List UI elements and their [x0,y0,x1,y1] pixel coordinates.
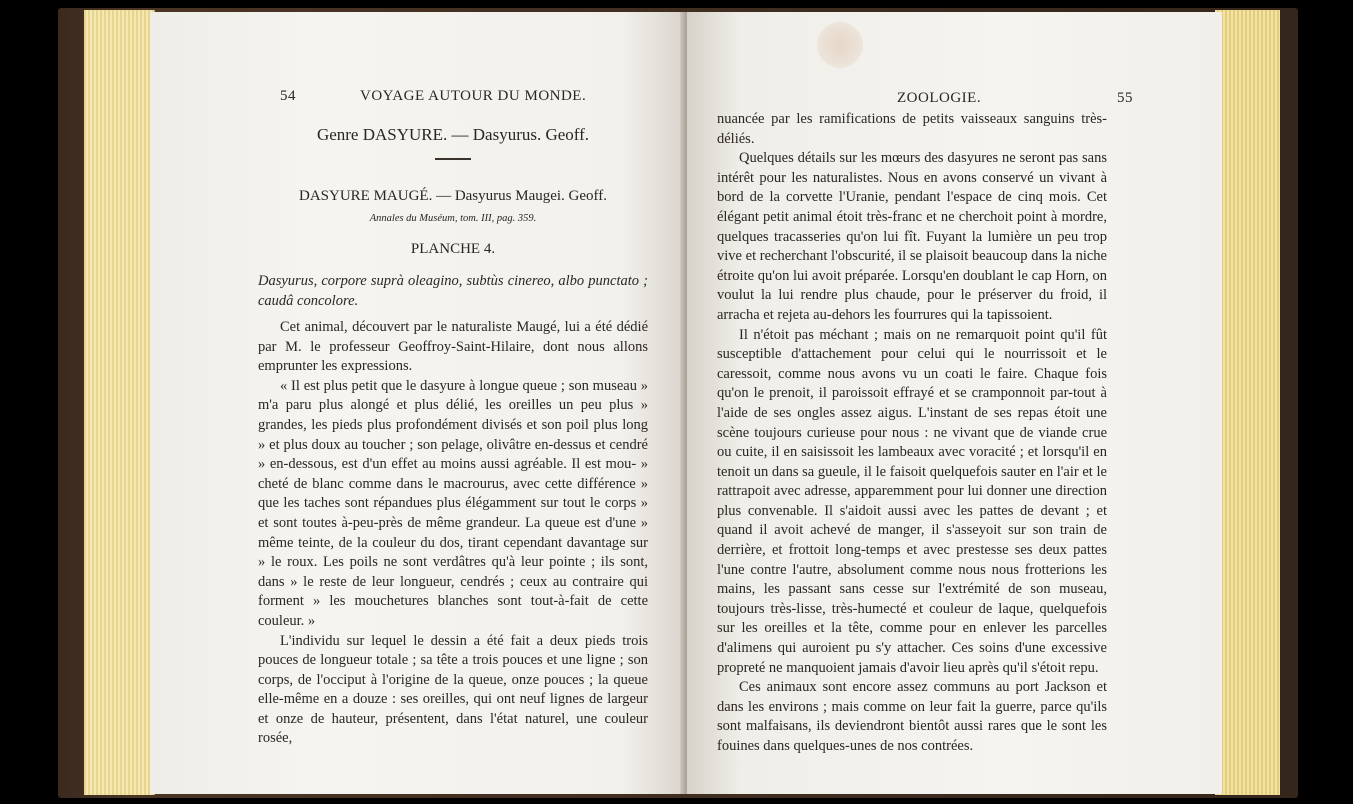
heading-rule-wrap [258,158,648,160]
genus-heading: Genre DASYURE. — Dasyurus. Geoff. [316,125,590,144]
right-running-head: ZOOLOGIE. [897,90,982,106]
right-body [717,110,1107,757]
left-page-number: 54 [280,88,296,104]
heading-rule [435,158,471,160]
left-body [258,318,648,749]
paragraph: Quelques détails sur les mœurs des dasyures ne seront pas sans intérêt pour les naturalistes. Nous en avons conservé un vivant à bord de la corvette l'Uranie, pendant l'espace de cinq mois. Cet élégant petit animal étoit très-franc et ne cherchoit point à mordre, quelques tracasseries qu'on lui fît. Fuyant la lumière un peu trop vive et recherchant l'obscurité, il se plaisoit beaucoup dans la niche étroite qu'on lui avoit préparée. Lorsqu'en doublant le cap Horn, on voulut la lui rendre plus chaude, pour le préserver du froid, il arracha et rejeta au-dehors les fourrures qui la tapissoient. [717,150,1107,323]
right-page [687,12,1222,794]
paragraph: Cet animal, découvert par le naturaliste Maugé, lui a été dédié par M. le professeur Geoffroy-Saint-Hilaire, dont nous allons emprunter les expressions. [258,319,648,375]
right-page-edges [1215,10,1280,795]
left-page-edges [84,10,155,795]
diagnosis: Dasyurus, corpore suprà oleagino, subtùs cinereo, albo punctato ; caudâ concolore. [258,273,648,309]
paper-stain [817,22,863,68]
paragraph: nuancée par les ramifications de petits vaisseaux sanguins très-déliés. [717,111,1107,147]
left-running-head: VOYAGE AUTOUR DU MONDE. [360,88,587,104]
paragraph: L'individu sur lequel le dessin a été fait a deux pieds trois pouces de longueur totale ; sa tête a trois pouces et une ligne ; son corps, de l'occiput à l'origine de la queue, onze pouces ; la queue elle-même en a douze : ses oreilles, qui ont neuf lignes de largeur et onze de hauteur, présentent, dans l'état naturel, une couleur rosée, [258,632,648,747]
paragraph: Il n'étoit pas méchant ; mais on ne remarquoit point qu'il fût susceptible d'attachement pour celui qui le nourrissoit et le caressoit, comme nous avons vu un coati le faire. Chaque fois qu'on le prenoit, il paroissoit effrayé et se cramponnoit par-tout à l'aide de ses ongles assez aigus. L'instant de ses repas étoit une scène toujours curieuse pour nous : ne vivant que de viande crue ou cuite, il en saisissoit les lambeaux avec voracité ; et lorsqu'il en tenoit un dans sa gueule, il le faisoit quelquefois sauter en l'air et le rattrapoit avec adresse, apparemment pour lui donner une direction plus convenable. Il s'aidoit aussi avec les pattes de devant ; et quand il avoit achevé de manger, il s'asseyoit sur son train de derrière, et frottoit long-temps et avec prestesse ses deux pattes l'une contre l'autre, absolument comme nous nous frotterions les mains, les passant sans cesse sur l'extrémité de son museau, toujours très-lisse, très-humecté et couleur de laque, quelquefois sur les oreilles et la tête, comme pour en enlever les parcelles d'alimens qui auroient pu s'y attacher. Ces soins d'une excessive propreté ne manquoient jamais d'avoir lieu après qu'il s'étoit repu. [717,326,1107,676]
reference: Annales du Muséum, tom. III, pag. 359. [369,213,537,224]
plate-heading: PLANCHE 4. [410,241,496,257]
species-heading: DASYURE MAUGÉ. — Dasyurus Maugei. Geoff. [298,188,608,204]
right-page-number: 55 [1117,90,1133,106]
left-page [150,12,685,794]
paragraph: « Il est plus petit que le dasyure à longue queue ; son museau » m'a paru plus alongé et plus délié, les oreilles un peu plus » grandes, les pieds plus profondément divisés et son poil plus long » et plus doux au toucher ; son pelage, olivâtre en-dessus et cendré » en-dessous, est d'un effet au moins aussi agréable. Il est mou- » cheté de blanc comme dans le macrourus, avec cette différence » que les taches sont répandues plus élégamment sur tout le corps » et sont toutes à-peu-près de même grandeur. La queue est d'une » même teinte, de la couleur du dos, tirant cependant davantage sur » le roux. Les poils ne sont verdâtres qu'à leur pointe ; ils sont, dans » le reste de leur longueur, cendrés ; ceux au contraire qui forment » les mouchetures blanches sont tout-à-fait de cette couleur. » [258,377,648,629]
paragraph: Ces animaux sont encore assez communs au port Jackson et dans les environs ; mais comme on leur fait la guerre, parce qu'ils sont malfaisans, ils deviendront bientôt aussi rares que le sont les fouines dans quelques-unes de nos contrées. [717,679,1107,754]
